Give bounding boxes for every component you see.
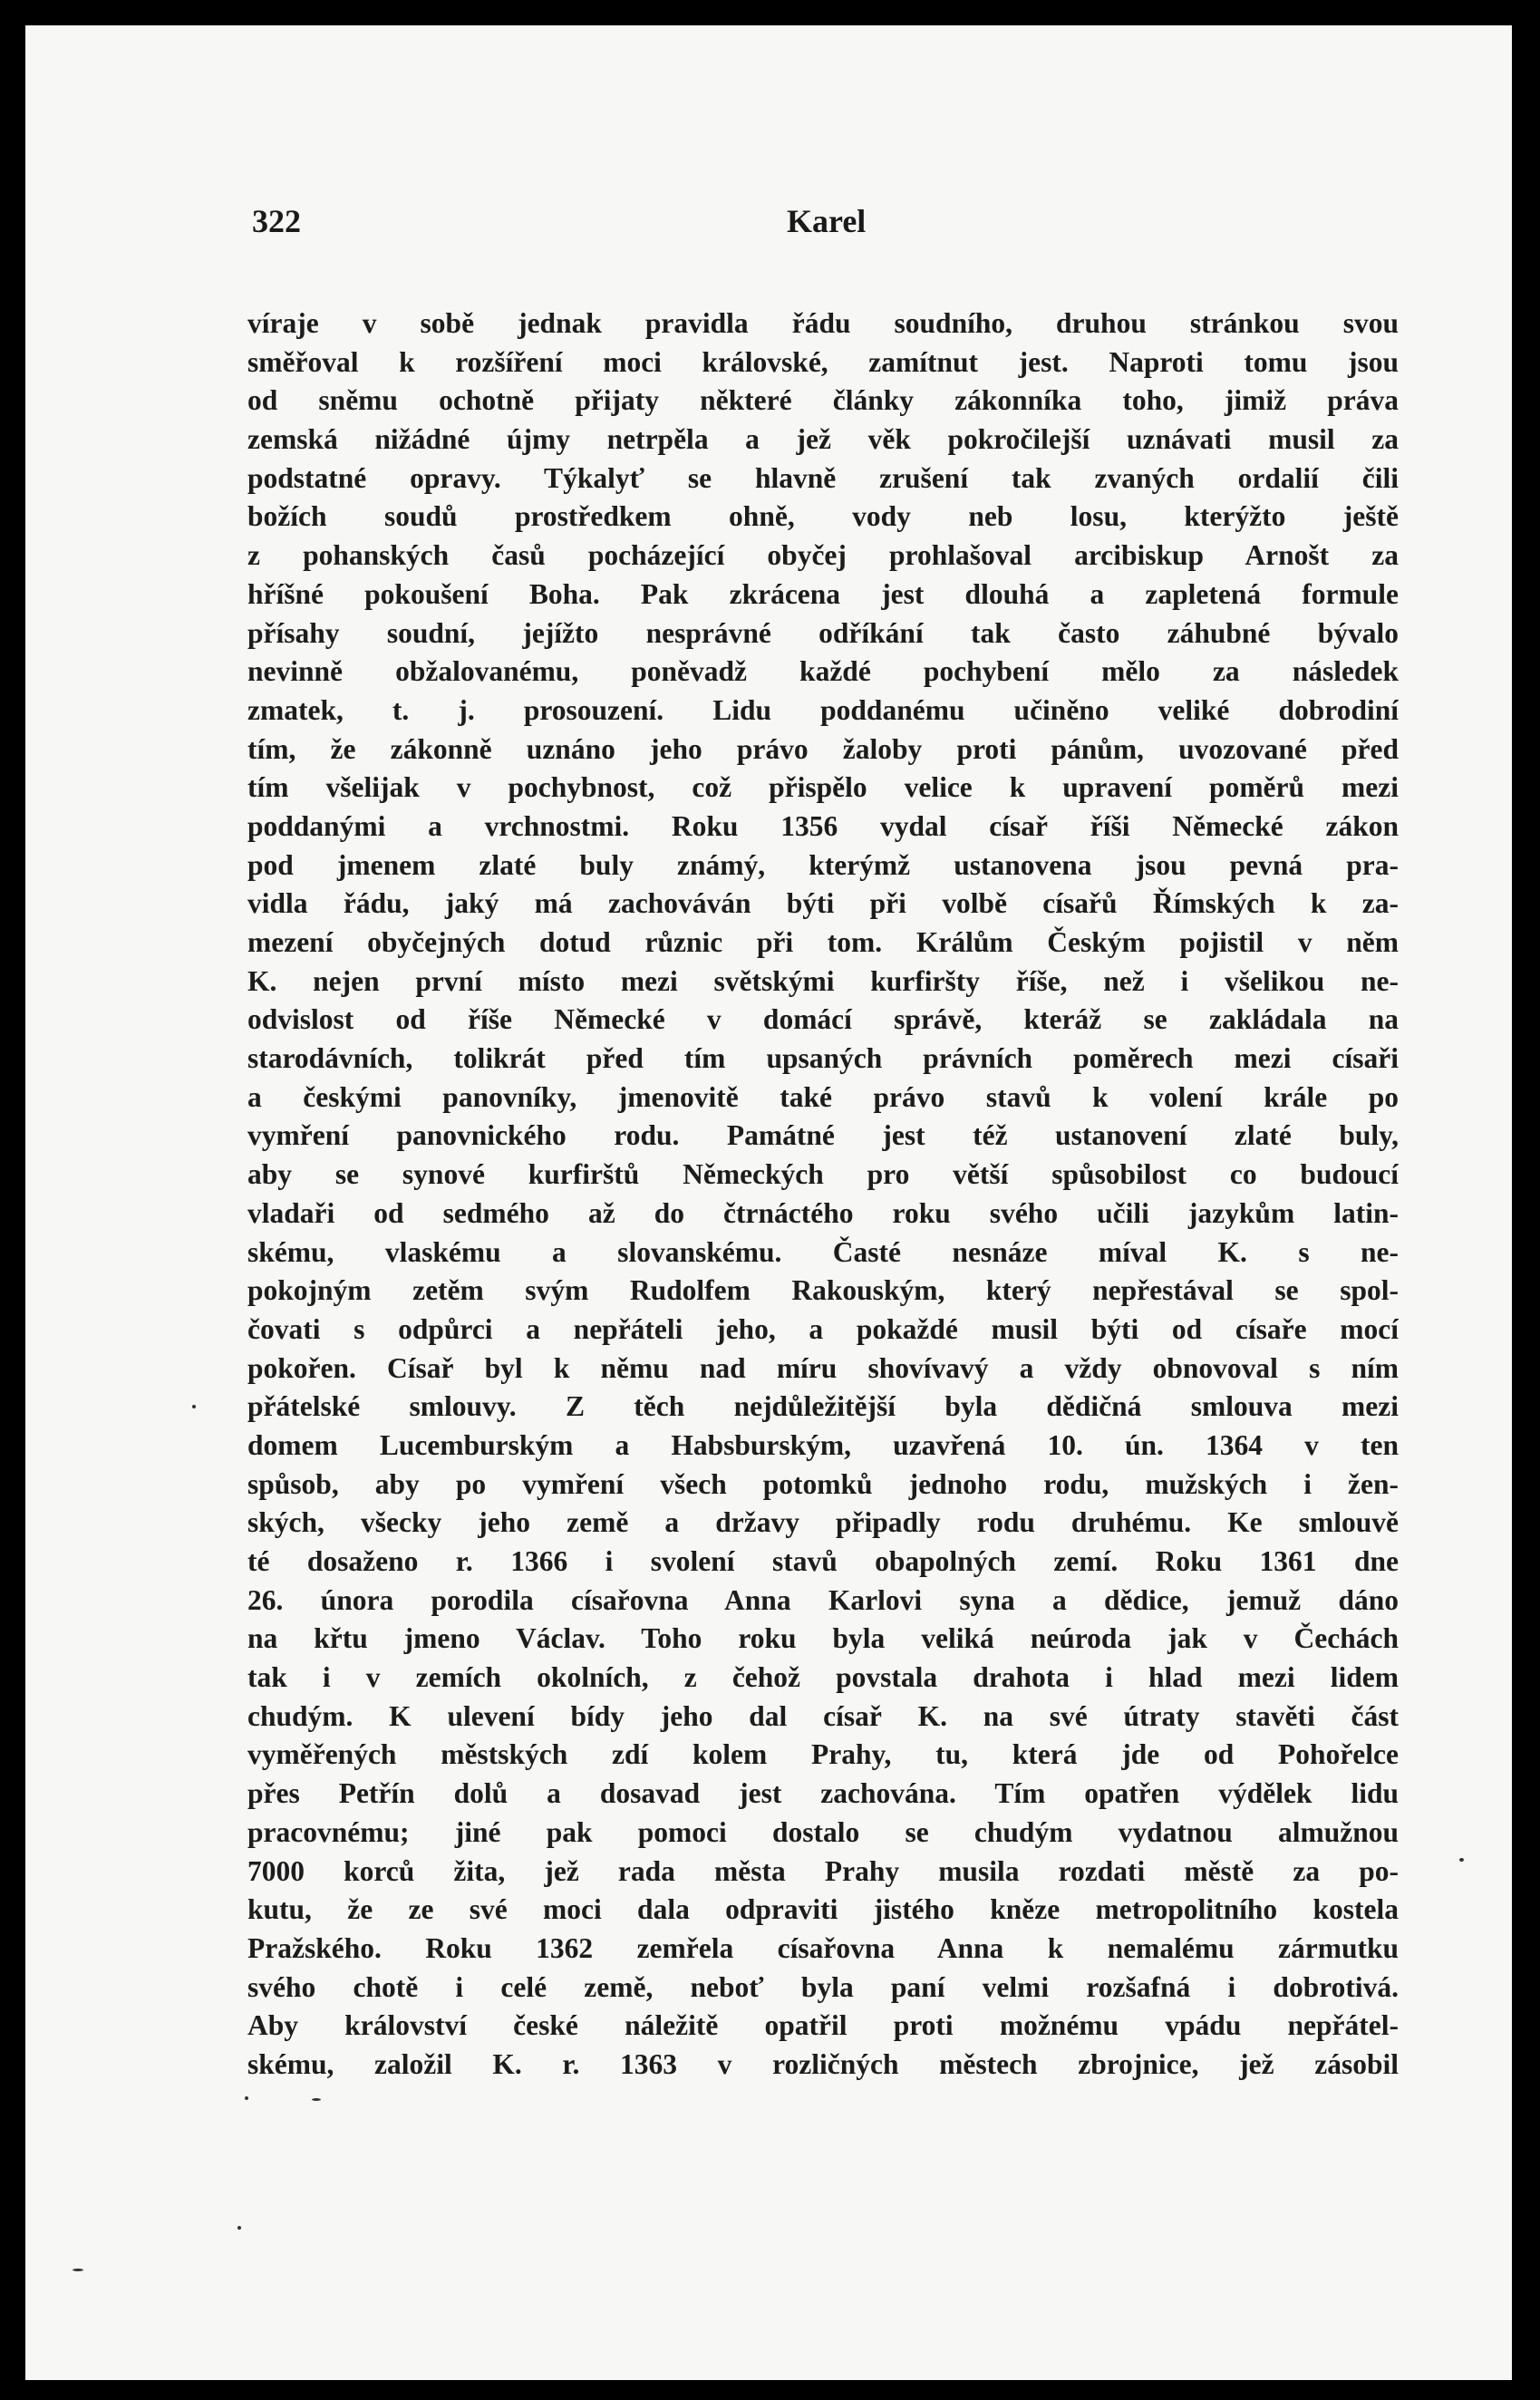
- text-line: a českými panovníky, jmenovitě také právo stavů k volení krále po: [247, 1080, 1399, 1113]
- text-line: domem Lucemburským a Habsburským, uzavřená 10. ún. 1364 v ten: [247, 1428, 1399, 1461]
- text-line: spůsob, aby po vymření všech potomků jednoho rodu, mužských i žen-: [247, 1467, 1399, 1500]
- text-line: víraje v sobě jednak pravidla řádu soudního, druhou stránkou svou: [247, 307, 1399, 339]
- text-line: vidla řádu, jaký má zachováván býti při volbě císařů Římských k za-: [247, 887, 1399, 920]
- page-header: [25, 202, 1512, 256]
- text-line: chudým. K ulevení bídy jeho dal císař K. na své útraty stavěti část: [247, 1699, 1399, 1732]
- text-line: pokořen. Císař byl k němu nad míru shovívavý a vždy obnovoval s ním: [247, 1351, 1399, 1384]
- text-line: pracovnému; jiné pak pomoci dostalo se chudým vydatnou almužnou: [247, 1815, 1399, 1848]
- text-line: zmatek, t. j. prosouzení. Lidu poddanému učiněno veliké dobrodiní: [247, 693, 1399, 726]
- text-line: aby se synové kurfirštů Německých pro větší spůsobilost co budoucí: [247, 1158, 1399, 1191]
- text-line: podstatné opravy. Týkalyť se hlavně zrušení tak zvaných ordalií čili: [247, 461, 1399, 494]
- text-line: skému, založil K. r. 1363 v rozličných městech zbrojnice, jež zásobil: [247, 2047, 1399, 2080]
- text-line: hříšné pokoušení Boha. Pak zkrácena jest dlouhá a zapletená formule: [247, 577, 1399, 610]
- text-line: odvislost od říše Německé v domácí správě, kteráž se zakládala na: [247, 1003, 1399, 1036]
- text-line: přátelské smlouvy. Z těch nejdůležitější byla dědičná smlouva mezi: [247, 1390, 1399, 1423]
- text-line: tím všelijak v pochybnost, což přispělo velice k upravení poměrů mezi: [247, 771, 1399, 804]
- text-line: starodávních, tolikrát před tím upsaných právních poměrech mezi císaři: [247, 1042, 1399, 1075]
- text-line: přes Petřín dolů a dosavad jest zachována. Tím opatřen výdělek lidu: [247, 1777, 1399, 1810]
- text-line: z pohanských časů pocházející obyčej prohlašoval arcibiskup Arnošt za: [247, 539, 1399, 572]
- text-line: božích soudů prostředkem ohně, vody neb losu, kterýžto ještě: [247, 500, 1399, 533]
- text-line: vyměřených městských zdí kolem Prahy, tu, která jde od Pohořelce: [247, 1738, 1399, 1771]
- text-line: kutu, že ze své moci dala odpraviti jistého kněze metropolitního kostela: [247, 1893, 1399, 1926]
- text-line: skému, vlaskému a slovanskému. Časté nesnáze míval K. s ne-: [247, 1235, 1399, 1268]
- text-line: Aby království české náležitě opatřil proti možnému vpádu nepřátel-: [247, 2009, 1399, 2042]
- print-speck: [73, 2269, 83, 2271]
- text-line: poddanými a vrchnostmi. Roku 1356 vydal císař říši Německé zákon: [247, 809, 1399, 842]
- text-line: tím, že zákonně uznáno jeho právo žaloby proti pánům, uvozované před: [247, 732, 1399, 765]
- print-speck: [1459, 1858, 1464, 1862]
- text-line: zemská nižádné újmy netrpěla a jež věk pokročilejší uznávati musil za: [247, 423, 1399, 456]
- text-line: směřoval k rozšíření moci královské, zamítnut jest. Naproti tomu jsou: [247, 345, 1399, 378]
- text-line: ských, všecky jeho země a državy připadly rodu druhému. Ke smlouvě: [247, 1506, 1399, 1539]
- text-line: té dosaženo r. 1366 i svolení stavů obapolných zemí. Roku 1361 dne: [247, 1545, 1399, 1577]
- running-head: Karel: [787, 203, 867, 239]
- text-line: mezení obyčejných dotud různic při tom. Králům Českým pojistil v něm: [247, 926, 1399, 958]
- text-line: nevinně obžalovanému, poněvadž každé pochybení mělo za následek: [247, 655, 1399, 688]
- text-line: na křtu jmeno Václav. Toho roku byla veliká neúroda jak v Čechách: [247, 1622, 1399, 1655]
- text-line: pod jmenem zlaté buly známý, kterýmž ustanovena jsou pevná pra-: [247, 848, 1399, 881]
- print-speck: [237, 2226, 241, 2230]
- text-line: pokojným zetěm svým Rudolfem Rakouským, který nepřestával se spol-: [247, 1274, 1399, 1307]
- page-number: 322: [252, 203, 301, 239]
- text-line: 7000 korců žita, jež rada města Prahy musila rozdati městě za po-: [247, 1854, 1399, 1887]
- text-line: tak i v zemích okolních, z čehož povstala drahota i hlad mezi lidem: [247, 1661, 1399, 1694]
- text-line: čovati s odpůrci a nepřáteli jeho, a pokaždé musil býti od císaře mocí: [247, 1312, 1399, 1345]
- text-line: Pražského. Roku 1362 zemřela císařovna Anna k nemalému zármutku: [247, 1931, 1399, 1964]
- text-line: od sněmu ochotně přijaty některé články zákonníka toho, jimiž práva: [247, 384, 1399, 417]
- print-speck: [312, 2098, 321, 2101]
- book-page: [25, 25, 1512, 2380]
- text-line: přísahy soudní, jejížto nesprávné odříkání tak často záhubné bývalo: [247, 616, 1399, 649]
- text-line: vymření panovnického rodu. Památné jest též ustanovení zlaté buly,: [247, 1119, 1399, 1152]
- print-speck: [245, 2096, 248, 2100]
- text-line: vladaři od sedmého až do čtrnáctého roku svého učili jazykům latin-: [247, 1196, 1399, 1229]
- body-text: [247, 305, 1399, 2085]
- text-line: svého chotě i celé země, neboť byla paní velmi rozšafná i dobrotivá.: [247, 1970, 1399, 2003]
- text-line: 26. února porodila císařovna Anna Karlovi syna a dědice, jemuž dáno: [247, 1583, 1399, 1616]
- print-speck: [192, 1405, 196, 1408]
- text-line: K. nejen první místo mezi světskými kurfiršty říše, než i všelikou ne-: [247, 964, 1399, 997]
